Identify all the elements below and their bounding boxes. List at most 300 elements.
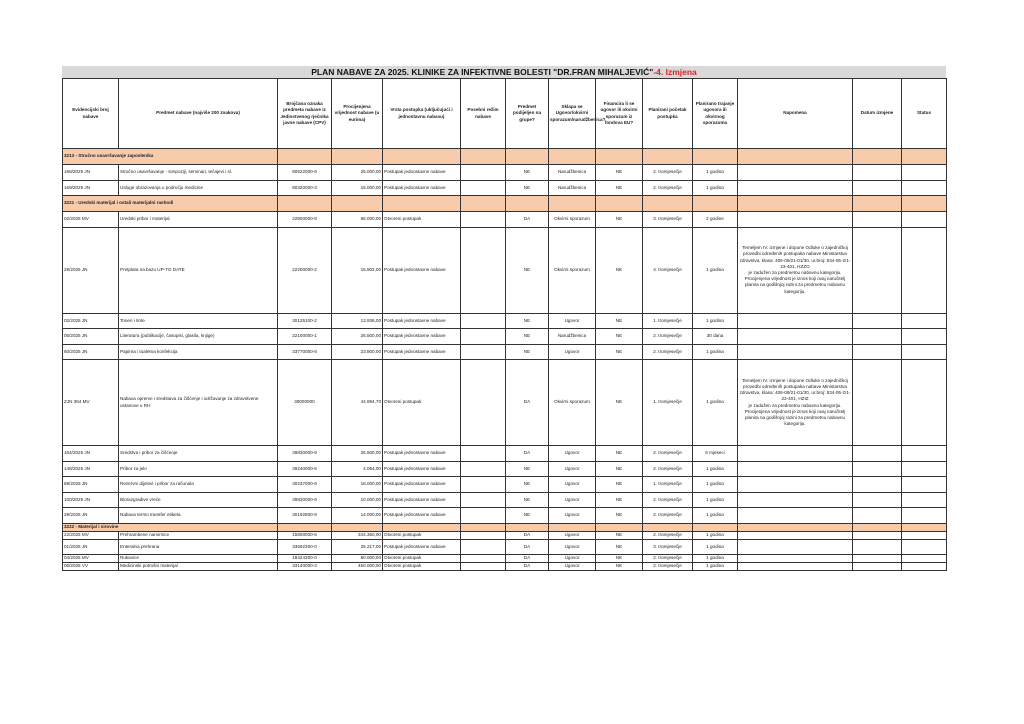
cell-subject: Usluge obrazovanja u području medicine: [119, 180, 278, 196]
cell-special-regime: [461, 227, 506, 313]
cell-eu-funded: NE: [596, 344, 643, 360]
cell-cpv-code: 39000000: [278, 360, 332, 446]
cell-subject: Stručno usavršavanje - simpoziji, seminari, tečajevi i sl.: [119, 165, 278, 181]
cell-estimated-value: 15.000,00: [332, 180, 383, 196]
cell-estimated-value: 18.000,00: [332, 477, 383, 493]
cell-cpv-code: 30192800-9: [278, 508, 332, 524]
header-status: Status: [902, 79, 947, 149]
cell-divided-into-groups: DA: [506, 360, 549, 446]
cell-eu-funded: NE: [596, 461, 643, 477]
cell-note: [738, 446, 853, 462]
cell-planned-duration: 1 godina: [693, 492, 738, 508]
cell-contract-type: Ugovor: [549, 563, 596, 571]
cell-special-regime: [461, 180, 506, 196]
cell-estimated-value: 80.000,00: [332, 555, 383, 563]
cell-amendment-date: [853, 313, 902, 329]
cell-procedure-type: Postupak jednostavne nabave: [383, 508, 461, 524]
cell-evidence-number: 148/2025 JN: [63, 461, 119, 477]
cell-divided-into-groups: DA: [506, 563, 549, 571]
cell-eu-funded: NE: [596, 165, 643, 181]
cell-planned-start: 1. tromjesečje: [643, 313, 693, 329]
cell-cpv-code: 39830000-9: [278, 446, 332, 462]
cell-eu-funded: NE: [596, 329, 643, 345]
section-row: [63, 523, 947, 531]
cell-planned-start: 2. tromjesečje: [643, 165, 693, 181]
cell-amendment-date: [853, 329, 902, 345]
section-cell: [738, 196, 853, 212]
cell-amendment-date: [853, 344, 902, 360]
table-row: [63, 313, 947, 329]
section-cell: [738, 523, 853, 531]
cell-planned-start: 3. tromjesečje: [643, 539, 693, 555]
cell-status: [902, 344, 947, 360]
cell-contract-type: Okvirni sporazum: [549, 227, 596, 313]
section-label: 3221 - Uredski materijal i ostali materijalni rashodi: [63, 196, 278, 212]
cell-note: [738, 344, 853, 360]
cell-amendment-date: [853, 227, 902, 313]
cell-divided-into-groups: NE: [506, 227, 549, 313]
cell-contract-type: Ugovor: [549, 508, 596, 524]
section-cell: [902, 196, 947, 212]
cell-special-regime: [461, 477, 506, 493]
section-cell: [853, 523, 902, 531]
cell-evidence-number: 28/2025 JN: [63, 227, 119, 313]
cell-status: [902, 446, 947, 462]
cell-cpv-code: 33140000-3: [278, 563, 332, 571]
cell-estimated-value: 14.000,00: [332, 508, 383, 524]
cell-cpv-code: 80522000-9: [278, 165, 332, 181]
cell-planned-duration: 1 godina: [693, 227, 738, 313]
cell-planned-start: 2. tromjesečje: [643, 461, 693, 477]
cell-planned-duration: 1 godina: [693, 344, 738, 360]
section-cell: [738, 149, 853, 165]
header-amendment-date: Datum izmjene: [853, 79, 902, 149]
header-note: Napomena: [738, 79, 853, 149]
section-label: 3213 - Stručno usavršavanje zaposlenika: [63, 149, 278, 165]
cell-estimated-value: 25.000,00: [332, 165, 383, 181]
section-cell: [506, 149, 549, 165]
cell-special-regime: [461, 531, 506, 539]
cell-status: [902, 180, 947, 196]
cell-evidence-number: 02/2025 JN: [63, 313, 119, 329]
cell-amendment-date: [853, 446, 902, 462]
cell-status: [902, 313, 947, 329]
cell-amendment-date: [853, 563, 902, 571]
cell-subject: Toneri i tinte: [119, 313, 278, 329]
cell-status: [902, 360, 947, 446]
cell-planned-duration: 1 godina: [693, 555, 738, 563]
header-contract-type: Sklapa se Ugovor/okvirni sporazum/narudžbenica?: [549, 79, 596, 149]
cell-evidence-number: 164/2025 JN: [63, 446, 119, 462]
table-row: [63, 531, 947, 539]
cell-procedure-type: Postupak jednostavne nabave: [383, 477, 461, 493]
cell-amendment-date: [853, 531, 902, 539]
section-cell: [506, 196, 549, 212]
cell-planned-start: 2. tromjesečje: [643, 508, 693, 524]
cell-procedure-type: Otvoreni postupak: [383, 563, 461, 571]
header-planned-start: Planirani početak postupka: [643, 79, 693, 149]
cell-procedure-type: Postupak jednostavne nabave: [383, 461, 461, 477]
cell-cpv-code: 80320000-3: [278, 180, 332, 196]
cell-note: [738, 461, 853, 477]
cell-eu-funded: NE: [596, 539, 643, 555]
cell-planned-duration: 1 godina: [693, 531, 738, 539]
section-cell: [461, 196, 506, 212]
cell-subject: Pribor za jelo: [119, 461, 278, 477]
cell-evidence-number: 05/2025 JN: [63, 329, 119, 345]
cell-subject: Rezervni dijelovi i pribor za računala: [119, 477, 278, 493]
cell-subject: Literatura (publikacije, časopisi, glasila, knjige): [119, 329, 278, 345]
cell-estimated-value: 26.500,00: [332, 446, 383, 462]
cell-status: [902, 492, 947, 508]
cell-amendment-date: [853, 539, 902, 555]
cell-amendment-date: [853, 508, 902, 524]
cell-planned-start: 1. tromjesečje: [643, 477, 693, 493]
cell-note: Temeljem IV. izmjene i dopune Odluke o zajedničkoj provedbi određenih postupaka nabave Ministarstva zdravstva, klasa: 406-09/21-01/30, ur.broj: 534-05-2/1-23-401, HZZO je zadužen za predmetnu nabavnu kategoriju. Procijenjena vrijednost je iznos koji ovaj naručitelj planira na godišnjoj razini za predmetnu nabavnu kategoriju.: [738, 227, 853, 313]
cell-subject: Papirna i toaletna konfekcija: [119, 344, 278, 360]
cell-special-regime: [461, 539, 506, 555]
table-row: [63, 539, 947, 555]
cell-planned-start: 2. tromjesečje: [643, 446, 693, 462]
cell-contract-type: Narudžbenica: [549, 165, 596, 181]
section-row: [63, 196, 947, 212]
cell-evidence-number: 02/2025 MV: [63, 212, 119, 228]
cell-contract-type: Narudžbenica: [549, 329, 596, 345]
cell-planned-duration: 6 mjeseci: [693, 446, 738, 462]
table-row: [63, 212, 947, 228]
header-divided-into-groups: Predmet podijeljen na grupe?: [506, 79, 549, 149]
cell-status: [902, 477, 947, 493]
cell-eu-funded: NE: [596, 477, 643, 493]
section-cell: [596, 196, 643, 212]
cell-special-regime: [461, 212, 506, 228]
cell-procedure-type: Otvoreni postupak: [383, 555, 461, 563]
title-main: PLAN NABAVE ZA 2025. KLINIKE ZA INFEKTIVNE BOLESTI "DR.FRAN MIHALJEVIĆ": [311, 67, 654, 77]
cell-eu-funded: NE: [596, 180, 643, 196]
cell-amendment-date: [853, 165, 902, 181]
header-eu-funded: Financira li se ugovor ili okvirni sporazum iz fondova EU?: [596, 79, 643, 149]
cell-planned-duration: 1 godina: [693, 563, 738, 571]
cell-planned-start: 3. tromjesečje: [643, 212, 693, 228]
cell-estimated-value: 450.000,00: [332, 563, 383, 571]
cell-note: [738, 477, 853, 493]
section-cell: [461, 149, 506, 165]
cell-planned-start: 2. tromjesečje: [643, 329, 693, 345]
section-cell: [461, 523, 506, 531]
cell-special-regime: [461, 344, 506, 360]
cell-note: Temeljem IV. izmjene i dopune Odluke o zajedničkoj provedbi određenih postupaka nabave Ministarstva zdravstva, klasa: 406-09/21-01/30, ur.broj: 534-05-2/1-23-401, HZIZ je zadužen za predmetnu nabavnu kategoriju. Procijenjena vrijednost je iznos koji ovaj naručitelj planira na godišnjoj razini za predmetnu nabavnu kategoriju.: [738, 360, 853, 446]
cell-evidence-number: 168/2025 JN: [63, 165, 119, 181]
cell-subject: Uredski pribor i materijal: [119, 212, 278, 228]
cell-status: [902, 539, 947, 555]
cell-planned-duration: 1 godina: [693, 165, 738, 181]
cell-contract-type: Ugovor: [549, 461, 596, 477]
cell-eu-funded: NE: [596, 227, 643, 313]
section-cell: [278, 149, 332, 165]
cell-divided-into-groups: NE: [506, 313, 549, 329]
section-cell: [902, 149, 947, 165]
cell-subject: Rukavice: [119, 555, 278, 563]
cell-cpv-code: 18424300-0: [278, 555, 332, 563]
section-cell: [278, 196, 332, 212]
cell-planned-duration: 1 godina: [693, 508, 738, 524]
cell-planned-start: 4. tromjesečje: [643, 227, 693, 313]
cell-divided-into-groups: NE: [506, 329, 549, 345]
cell-evidence-number: 01/2025 JN: [63, 539, 119, 555]
table-row: [63, 492, 947, 508]
cell-amendment-date: [853, 492, 902, 508]
cell-divided-into-groups: DA: [506, 539, 549, 555]
cell-subject: Nabava termo transfer etiketa: [119, 508, 278, 524]
cell-contract-type: Ugovor: [549, 313, 596, 329]
section-cell: [902, 523, 947, 531]
section-cell: [383, 196, 461, 212]
cell-special-regime: [461, 165, 506, 181]
cell-procedure-type: Postupak jednostavne nabave: [383, 329, 461, 345]
header-cpv-code: Brojčana oznaka predmeta nabave iz Jedinstvenog rječnika javne nabave (CPV): [278, 79, 332, 149]
table-row: [63, 360, 947, 446]
section-cell: [643, 149, 693, 165]
cell-cpv-code: 33692300-0: [278, 539, 332, 555]
cell-subject: Biorazgradive vreće: [119, 492, 278, 508]
section-cell: [549, 149, 596, 165]
section-cell: [596, 523, 643, 531]
cell-cpv-code: 33770000-8: [278, 344, 332, 360]
cell-evidence-number: 06/2025 VV: [63, 563, 119, 571]
cell-divided-into-groups: DA: [506, 531, 549, 539]
cell-divided-into-groups: NE: [506, 477, 549, 493]
cell-estimated-value: 44.994,70: [332, 360, 383, 446]
cell-procedure-type: Postupak jednostavne nabave: [383, 344, 461, 360]
cell-status: [902, 329, 947, 345]
cell-evidence-number: 69/2025 JN: [63, 477, 119, 493]
cell-special-regime: [461, 492, 506, 508]
cell-procedure-type: Postupak jednostavne nabave: [383, 539, 461, 555]
document-title: [62, 66, 946, 78]
table-row: [63, 461, 947, 477]
cell-planned-start: 2. tromjesečje: [643, 344, 693, 360]
cell-subject: Sredstva i pribor za čišćenje: [119, 446, 278, 462]
cell-cpv-code: 30125100-2: [278, 313, 332, 329]
cell-amendment-date: [853, 212, 902, 228]
header-special-regime: Posebni režim nabave: [461, 79, 506, 149]
cell-evidence-number: 22/2025 MV: [63, 531, 119, 539]
cell-divided-into-groups: NE: [506, 344, 549, 360]
procurement-plan-table: [62, 78, 947, 571]
cell-planned-start: 1. tromjesečje: [643, 360, 693, 446]
cell-estimated-value: 15.902,00: [332, 227, 383, 313]
cell-contract-type: Ugovor: [549, 555, 596, 563]
section-cell: [693, 523, 738, 531]
cell-divided-into-groups: DA: [506, 446, 549, 462]
cell-note: [738, 212, 853, 228]
cell-procedure-type: Postupak jednostavne nabave: [383, 180, 461, 196]
section-cell: [383, 149, 461, 165]
cell-eu-funded: NE: [596, 212, 643, 228]
cell-status: [902, 508, 947, 524]
cell-note: [738, 531, 853, 539]
cell-subject: Medicinski potrošni materijal: [119, 563, 278, 571]
cell-planned-duration: 1 godina: [693, 539, 738, 555]
cell-planned-duration: 1 godina: [693, 180, 738, 196]
cell-planned-start: 2. tromjesečje: [643, 180, 693, 196]
header-row: [63, 79, 947, 149]
cell-status: [902, 531, 947, 539]
cell-amendment-date: [853, 360, 902, 446]
cell-procedure-type: Postupak jednostavne nabave: [383, 165, 461, 181]
header-estimated-value: Procijenjena vrijednost nabave (u eurima): [332, 79, 383, 149]
cell-contract-type: Narudžbenica: [549, 180, 596, 196]
cell-planned-duration: 2 godine: [693, 212, 738, 228]
cell-planned-start: 2. tromjesečje: [643, 531, 693, 539]
cell-contract-type: Ugovor: [549, 477, 596, 493]
section-cell: [643, 523, 693, 531]
cell-amendment-date: [853, 555, 902, 563]
section-cell: [549, 523, 596, 531]
cell-eu-funded: NE: [596, 446, 643, 462]
section-cell: [332, 149, 383, 165]
cell-status: [902, 563, 947, 571]
cell-amendment-date: [853, 461, 902, 477]
cell-eu-funded: NE: [596, 360, 643, 446]
cell-evidence-number: 100/2025 JN: [63, 492, 119, 508]
header-subject: Predmet nabave (najviše 200 znakova): [119, 79, 278, 149]
header-planned-duration: Planirano trajanje ugovora ili okvirnog sporazuma: [693, 79, 738, 149]
cell-contract-type: Ugovor: [549, 446, 596, 462]
cell-procedure-type: Postupak jednostavne nabave: [383, 313, 461, 329]
cell-planned-start: 2. tromjesečje: [643, 492, 693, 508]
section-cell: [853, 196, 902, 212]
cell-special-regime: [461, 360, 506, 446]
cell-divided-into-groups: NE: [506, 165, 549, 181]
cell-planned-duration: 1 godina: [693, 313, 738, 329]
cell-note: [738, 563, 853, 571]
cell-divided-into-groups: NE: [506, 508, 549, 524]
section-cell: [693, 196, 738, 212]
cell-subject: Prehrambene namirnice: [119, 531, 278, 539]
cell-evidence-number: 60/2025 JN: [63, 344, 119, 360]
cell-procedure-type: Postupak jednostavne nabave: [383, 227, 461, 313]
cell-cpv-code: 22800000-8: [278, 212, 332, 228]
cell-status: [902, 165, 947, 181]
cell-divided-into-groups: NE: [506, 461, 549, 477]
cell-estimated-value: 13.936,00: [332, 313, 383, 329]
cell-divided-into-groups: DA: [506, 212, 549, 228]
cell-estimated-value: 25.217,00: [332, 539, 383, 555]
section-cell: [383, 523, 461, 531]
table-row: [63, 563, 947, 571]
cell-contract-type: Okvirni sporazum: [549, 212, 596, 228]
cell-procedure-type: Postupak jednostavne nabave: [383, 446, 461, 462]
cell-procedure-type: Otvoreni postupak: [383, 360, 461, 446]
cell-evidence-number: 04/2025 MV: [63, 555, 119, 563]
cell-cpv-code: 39240000-6: [278, 461, 332, 477]
table-row: [63, 555, 947, 563]
cell-contract-type: Ugovor: [549, 344, 596, 360]
cell-note: [738, 313, 853, 329]
cell-estimated-value: 66.000,00: [332, 212, 383, 228]
cell-procedure-type: Otvoreni postupak: [383, 531, 461, 539]
cell-eu-funded: NE: [596, 492, 643, 508]
table-row: [63, 165, 947, 181]
table-row: [63, 329, 947, 345]
cell-estimated-value: 344.350,00: [332, 531, 383, 539]
cell-estimated-value: 10.000,00: [332, 492, 383, 508]
cell-planned-start: 2. tromjesečje: [643, 563, 693, 571]
cell-contract-type: Ugovor: [549, 492, 596, 508]
cell-cpv-code: 15800000-6: [278, 531, 332, 539]
cell-estimated-value: 26.500,00: [332, 329, 383, 345]
cell-note: [738, 539, 853, 555]
cell-special-regime: [461, 555, 506, 563]
section-cell: [332, 523, 383, 531]
cell-divided-into-groups: NE: [506, 492, 549, 508]
cell-note: [738, 555, 853, 563]
cell-amendment-date: [853, 180, 902, 196]
section-cell: [693, 149, 738, 165]
section-cell: [506, 523, 549, 531]
cell-eu-funded: NE: [596, 563, 643, 571]
cell-note: [738, 329, 853, 345]
cell-planned-duration: 1 godina: [693, 461, 738, 477]
table-row: [63, 446, 947, 462]
cell-subject: Nabava opreme i sredstava za čišćenje i održavanje za zdravstvene ustanove u RH: [119, 360, 278, 446]
cell-contract-type: Ugovor: [549, 539, 596, 555]
cell-evidence-number: 29/2025 JN: [63, 508, 119, 524]
cell-status: [902, 461, 947, 477]
cell-estimated-value: 4.064,00: [332, 461, 383, 477]
cell-special-regime: [461, 313, 506, 329]
cell-contract-type: Okvirni sporazum: [549, 360, 596, 446]
cell-special-regime: [461, 508, 506, 524]
cell-subject: Pretplata na bazu UP-TO DATE: [119, 227, 278, 313]
section-label: 3222 - Materijal i sirovine: [63, 523, 278, 531]
cell-cpv-code: 39830000-9: [278, 492, 332, 508]
cell-note: [738, 508, 853, 524]
section-cell: [643, 196, 693, 212]
cell-cpv-code: 22200000-2: [278, 227, 332, 313]
cell-status: [902, 555, 947, 563]
cell-procedure-type: Postupak jednostavne nabave: [383, 492, 461, 508]
cell-note: [738, 492, 853, 508]
cell-note: [738, 165, 853, 181]
cell-amendment-date: [853, 477, 902, 493]
cell-planned-duration: 1 godina: [693, 477, 738, 493]
cell-special-regime: [461, 329, 506, 345]
table-row: [63, 477, 947, 493]
cell-subject: Enteralna prehrana: [119, 539, 278, 555]
cell-eu-funded: NE: [596, 531, 643, 539]
cell-planned-duration: 30 dana: [693, 329, 738, 345]
cell-special-regime: [461, 563, 506, 571]
cell-cpv-code: 22100000-1: [278, 329, 332, 345]
cell-planned-duration: 1 godina: [693, 360, 738, 446]
table-row: [63, 508, 947, 524]
cell-divided-into-groups: DA: [506, 555, 549, 563]
section-cell: [278, 523, 332, 531]
cell-eu-funded: NE: [596, 555, 643, 563]
section-cell: [332, 196, 383, 212]
cell-evidence-number: ZJN 364 MV: [63, 360, 119, 446]
cell-cpv-code: 30237000-9: [278, 477, 332, 493]
cell-eu-funded: NE: [596, 313, 643, 329]
cell-status: [902, 212, 947, 228]
cell-status: [902, 227, 947, 313]
cell-procedure-type: Otvoreni postupak: [383, 212, 461, 228]
table-row: [63, 180, 947, 196]
section-cell: [853, 149, 902, 165]
header-procedure-type: Vrsta postupka (uključujući i jednostavnu nabavu): [383, 79, 461, 149]
